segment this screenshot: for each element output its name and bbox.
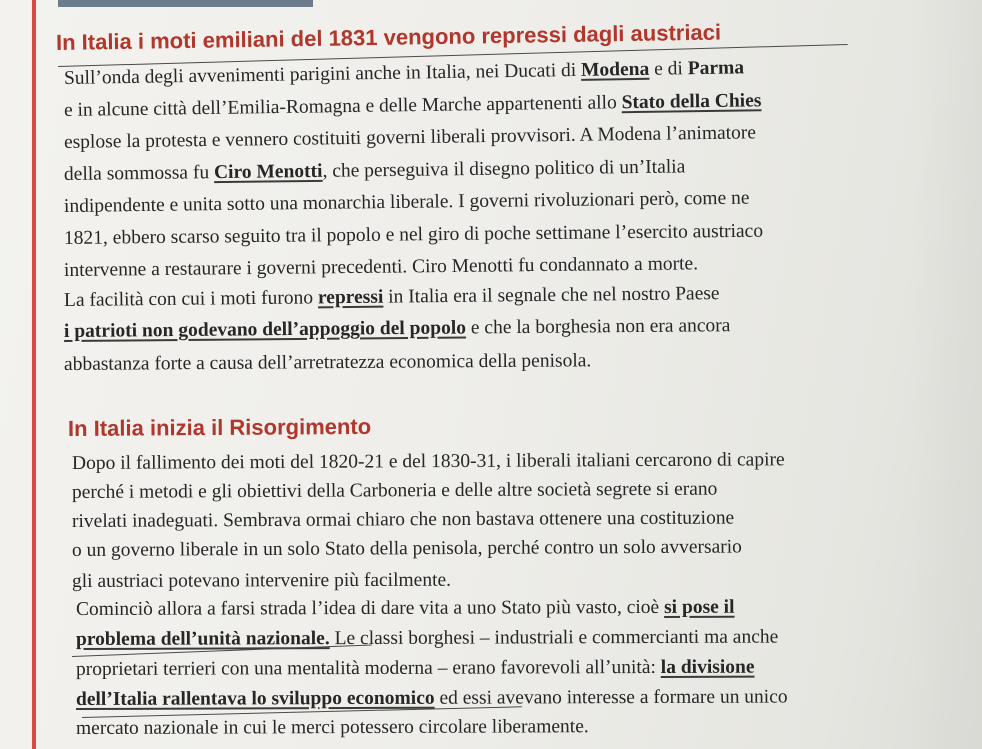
paragraph-line: gli austriaci potevano intervenire più facilmente. xyxy=(71,569,452,592)
paragraph-line: esplose la protesta e vennero costituiti governi liberali provvisori. A Modena l’animatore xyxy=(63,122,757,153)
paragraph-line: rivelati inadeguati. Sembrava ormai chiaro che non bastava ottenere una costituzione xyxy=(71,507,735,532)
paragraph-line: della sommossa fu Ciro Menotti, che perseguiva il disegno politico di un’Italia xyxy=(63,156,686,185)
paragraph-line: i patrioti non godevano dell’appoggio del popolo e che la borghesia non era ancora xyxy=(63,315,731,342)
section-heading-risorgimento: In Italia inizia il Risorgimento xyxy=(67,413,372,441)
paragraph-line: perché i metodi e gli obiettivi della Carboneria e delle altre società segrete si erano xyxy=(71,478,718,503)
paragraph-line: Dopo il fallimento dei moti del 1820-21 e del 1830-31, i liberali italiani cercarono di capire xyxy=(71,449,785,474)
paragraph-line: Sull’onda degli avvenimenti parigini anche in Italia, nei Ducati di Modena e di Parma xyxy=(63,57,745,89)
paragraph-line: abbastanza forte a causa dell’arretratezza economica della penisola. xyxy=(63,350,592,375)
paragraph-line: Cominciò allora a farsi strada l’idea di dare vita a uno Stato più vasto, cioè si pose il xyxy=(75,596,735,620)
paragraph-line: problema dell’unità nazionale. Le classi borghesi – industriali e commercianti ma anche xyxy=(75,626,779,650)
top-color-bar xyxy=(58,0,313,7)
paragraph-line: La facilità con cui i moti furono repressi in Italia era il segnale che nel nostro Paese xyxy=(63,283,720,311)
section-heading-moti-emiliani: In Italia i moti emiliani del 1831 vengono repressi dagli austriaci xyxy=(55,19,722,55)
paragraph-line: proprietari terrieri con una mentalità moderna – erano favorevoli all’unità: la divisione xyxy=(75,656,755,680)
paragraph-line: indipendente e unita sotto una monarchia liberale. I governi rivoluzionari però, come ne xyxy=(63,187,750,217)
paragraph-line: 1821, ebbero scarso seguito tra il popolo e nel giro di poche settimane l’esercito austriaco xyxy=(63,220,764,249)
paragraph-line: mercato nazionale in cui le merci potessero circolare liberamente. xyxy=(75,716,589,739)
paragraph-line: intervenne a restaurare i governi precedenti. Ciro Menotti fu condannato a morte. xyxy=(63,253,699,281)
paragraph-line: e in alcune città dell’Emilia-Romagna e delle Marche appartenenti allo Stato della Chies xyxy=(63,90,762,121)
paragraph-line: o un governo liberale in un solo Stato della penisola, perché contro un solo avversario xyxy=(71,536,742,561)
paragraph-line: dell’Italia rallentava lo sviluppo economico ed essi avevano interesse a formare un unico xyxy=(75,686,788,710)
page-edge-shadow xyxy=(912,0,982,749)
margin-rule xyxy=(32,0,36,749)
